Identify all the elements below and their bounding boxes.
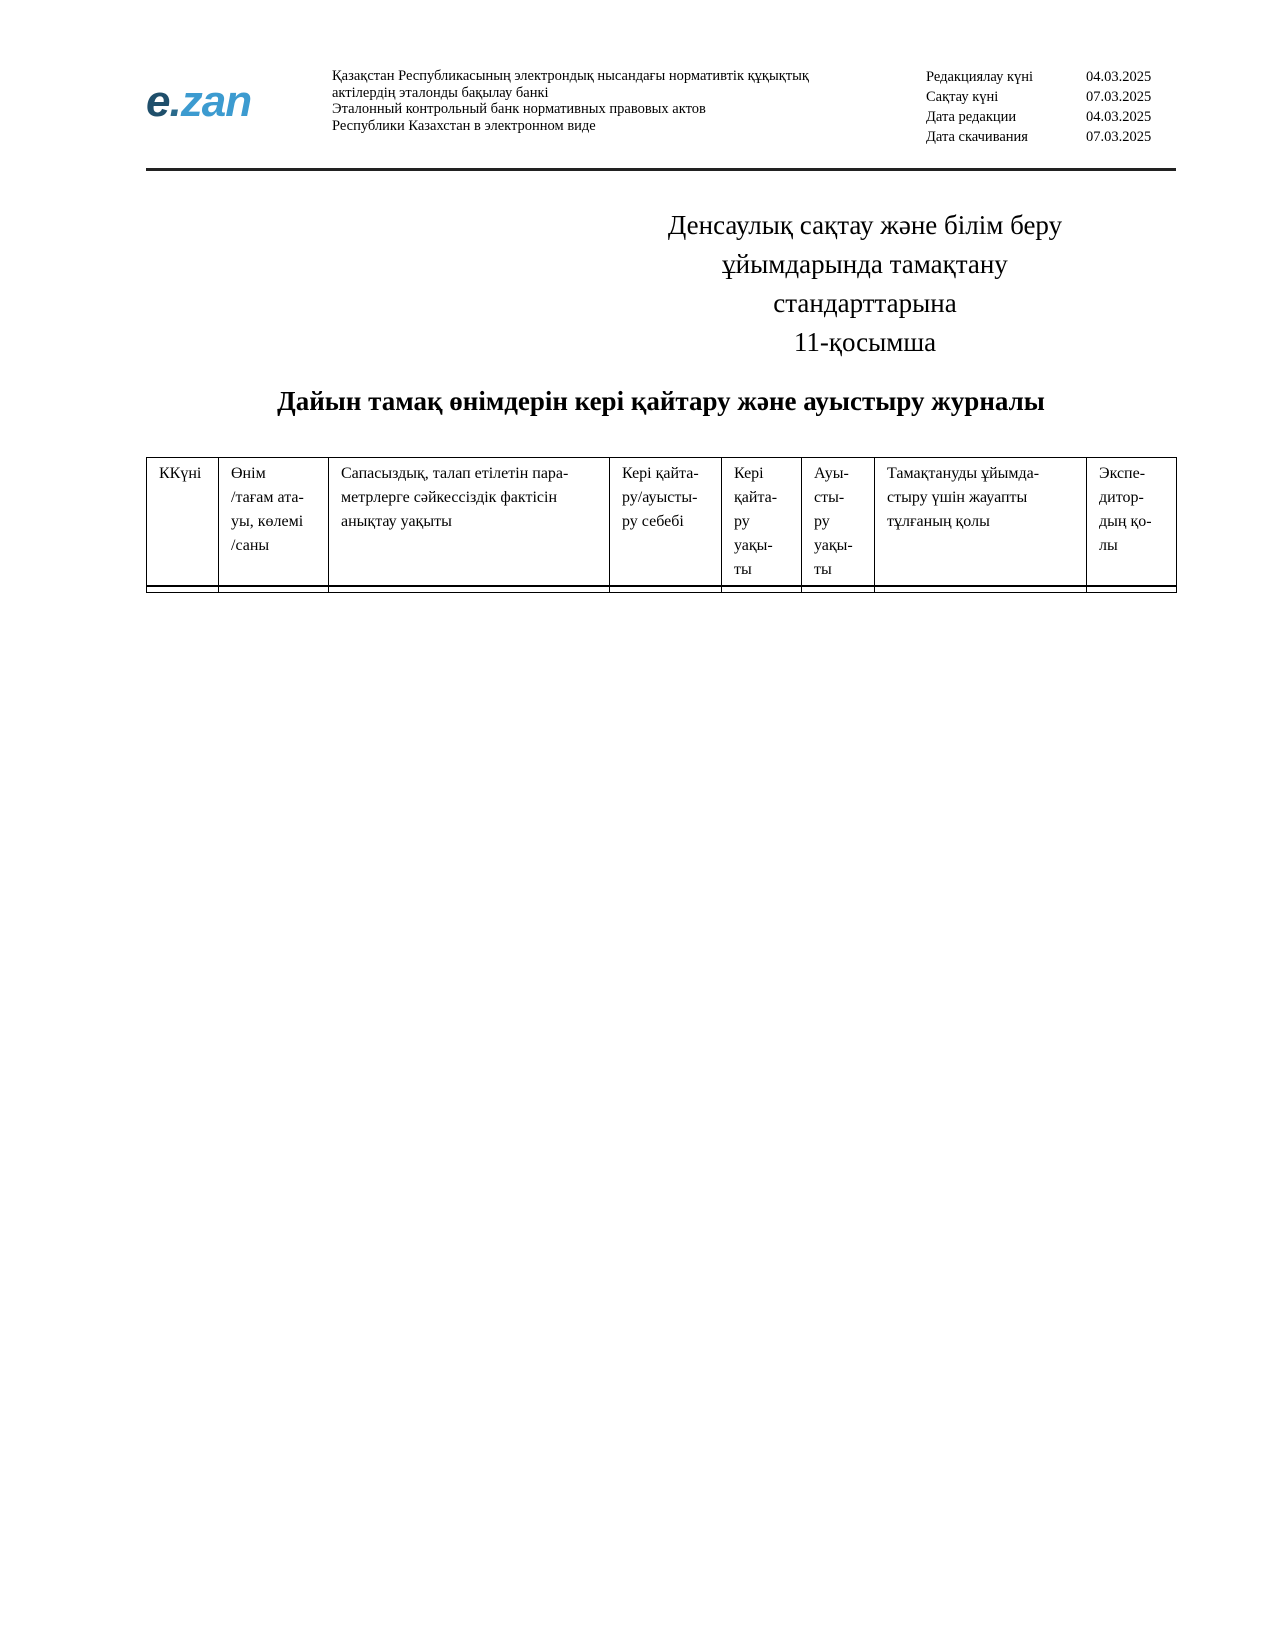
column-header-date: ККүні [147,458,219,587]
table-cell [329,586,610,593]
date-label: Дата скачивания [926,129,1028,145]
logo-zan: zan [180,77,252,126]
appendix-reference [610,206,1120,362]
table-cell [1087,586,1177,593]
ezan-logo [146,78,286,126]
header-description-line: Қазақстан Республикасының электрондық нысандағы нормативтік құқықтық [332,68,809,84]
date-row-download-ru [926,127,1166,147]
column-header-reason: Кері қайта- ру/ауысты- ру себебі [610,458,722,587]
date-value: 07.03.2025 [1086,129,1152,145]
table-row [147,586,1177,593]
table-header-row [147,458,1177,587]
table-cell [610,586,722,593]
table-cell [722,586,802,593]
date-row-edit-kz [926,67,1166,87]
logo-dot: . [169,77,181,126]
header-dates [926,67,1166,147]
date-label: Редакциялау күні [926,69,1034,85]
date-label: Сақтау күні [926,89,999,105]
date-value: 04.03.2025 [1086,69,1152,85]
date-value: 04.03.2025 [1086,109,1152,125]
logo-e: e [146,77,170,126]
date-value: 07.03.2025 [1086,89,1152,105]
column-header-replacement-time: Ауы- сты- ру уақы- ты [802,458,875,587]
header-divider [146,168,1176,171]
column-header-return-time: Кері қайта- ру уақы- ты [722,458,802,587]
table-cell [147,586,219,593]
date-label: Дата редакции [926,109,1017,125]
header-description-line: Республики Казахстан в электронном виде [332,117,596,134]
column-header-product: Өнім /тағам ата- уы, көлемі /саны [219,458,329,587]
column-header-forwarder-signature: Экспе- дитор- дың қо- лы [1087,458,1177,587]
header-description-line: Эталонный контрольный банк нормативных правовых актов [332,101,706,117]
header-description-line: актілердің эталонды бақылау банкі [332,84,549,101]
table-cell [802,586,875,593]
table-cell [875,586,1087,593]
date-row-edit-ru [926,107,1166,127]
appendix-line: 11-қосымша [793,327,937,357]
journal-table [146,457,1177,593]
column-header-detection-time: Сапасыздық, талап етілетін пара- метрлерге сәйкессіздік фактісін анықтау уақыты [329,458,610,587]
appendix-line: Денсаулық сақтау және білім беру [667,210,1063,240]
column-header-responsible-signature: Тамақтануды ұйымда- стыру үшін жауапты тұлғаның қолы [875,458,1087,587]
appendix-line: ұйымдарында тамақтану [722,249,1008,279]
document-title: Дайын тамақ өнімдерін кері қайтару және ауыстыру журналы [277,386,1045,416]
table-cell [219,586,329,593]
appendix-line: стандарттарына [773,288,957,318]
header-description [332,68,892,134]
date-row-save-kz [926,87,1166,107]
